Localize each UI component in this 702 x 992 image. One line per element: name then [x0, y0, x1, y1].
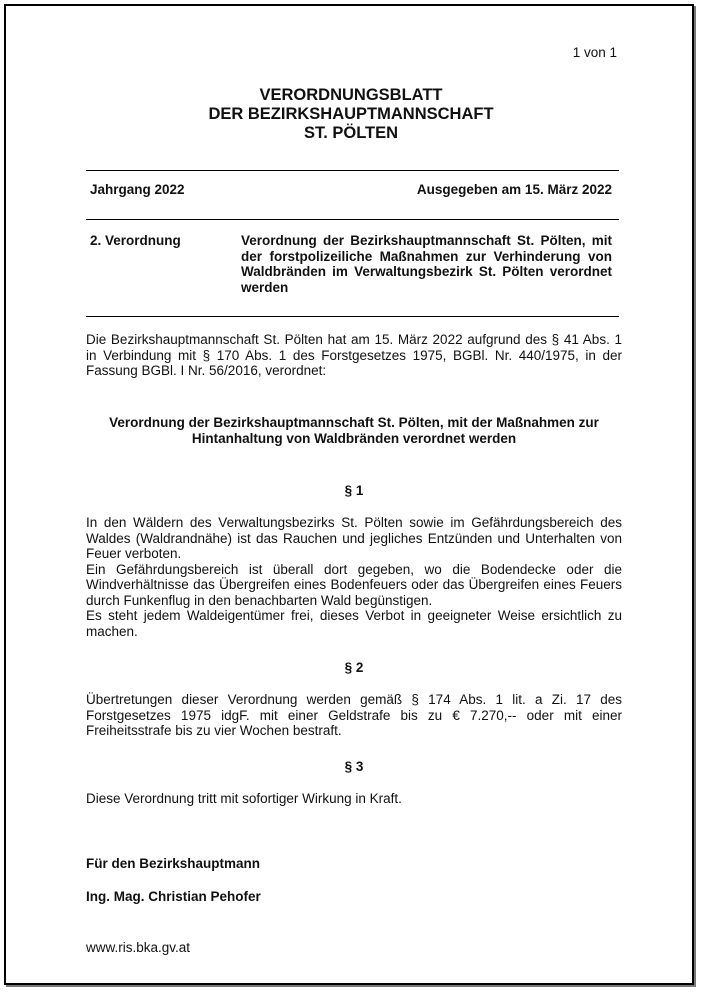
section-1-body [86, 515, 622, 639]
signature-line-1: Für den Bezirkshauptmann [86, 856, 261, 871]
ordinance-heading: Verordnung der Bezirkshauptmannschaft St. Pölten, mit der Maßnahmen zur Hintanhaltung von Waldbränden verordnet werden [109, 415, 599, 446]
section-3-body [86, 791, 622, 807]
divider-middle [86, 219, 619, 220]
divider-top [86, 170, 619, 171]
issue-date: Ausgegeben am 15. März 2022 [416, 182, 612, 197]
section-2-body [86, 692, 622, 739]
section-1-label: § 1 [344, 483, 364, 498]
section-2-label: § 2 [344, 660, 364, 675]
footer-link[interactable]: www.ris.bka.gv.at [86, 940, 191, 955]
section-1-paragraph-1: In den Wäldern des Verwaltungsbezirks St. Pölten sowie im Gefährdungsbereich des Waldes (Waldrandnähe) ist das Rauchen und jegliches Entzünden und Unterhalten von Feuer verboten. [86, 515, 622, 561]
document-page [4, 4, 694, 985]
section-3-label: § 3 [344, 759, 364, 774]
issue-year: Jahrgang 2022 [90, 182, 185, 197]
signature-name: Ing. Mag. Christian Pehofer [86, 889, 261, 904]
divider-bottom [86, 316, 619, 317]
section-1-paragraph-3: Es steht jedem Waldeigentümer frei, dieses Verbot in geeigneter Weise ersichtlich zu machen. [86, 608, 622, 639]
page-title [6, 86, 696, 143]
ordinance-description: Verordnung der Bezirkshauptmannschaft St. Pölten, mit der forstpolizeiliche Maßnahmen zur Verhinderung von Waldbränden im Verwaltungsbezirk St. Pölten verordnet werden [241, 233, 612, 295]
section-2-paragraph-1: Übertretungen dieser Verordnung werden gemäß § 174 Abs. 1 lit. a Zi. 17 des Forstgesetzes 1975 idgF. mit einer Geldstrafe bis zu € 7.270,-- oder mit einer Freiheitsstrafe bis zu vier Wochen bestraft. [86, 692, 622, 738]
intro-paragraph: Die Bezirkshauptmannschaft St. Pölten hat am 15. März 2022 aufgrund des § 41 Abs. 1 in Verbindung mit § 170 Abs. 1 des Forstgesetzes 1975, BGBl. Nr. 440/1975, in der Fassung BGBl. I Nr. 56/2016, verordnet: [86, 332, 622, 378]
title-line-3: ST. PÖLTEN [303, 124, 399, 142]
title-line-2: DER BEZIRKSHAUPTMANNSCHAFT [208, 105, 494, 123]
title-line-1: VERORDNUNGSBLATT [259, 86, 443, 104]
page-counter: 1 von 1 [572, 45, 617, 60]
section-1-paragraph-2: Ein Gefährdungsbereich ist überall dort gegeben, wo die Bodendecke oder die Windverhältnisse das Übergreifen eines Bodenfeuers oder das Übergreifen eines Feuers durch Funkenflug in den benachbarten Wald begünstigen. [86, 561, 622, 608]
section-3-paragraph-1: Diese Verordnung tritt mit sofortiger Wirkung in Kraft. [86, 791, 402, 806]
ordinance-number: 2. Verordnung [90, 233, 181, 248]
